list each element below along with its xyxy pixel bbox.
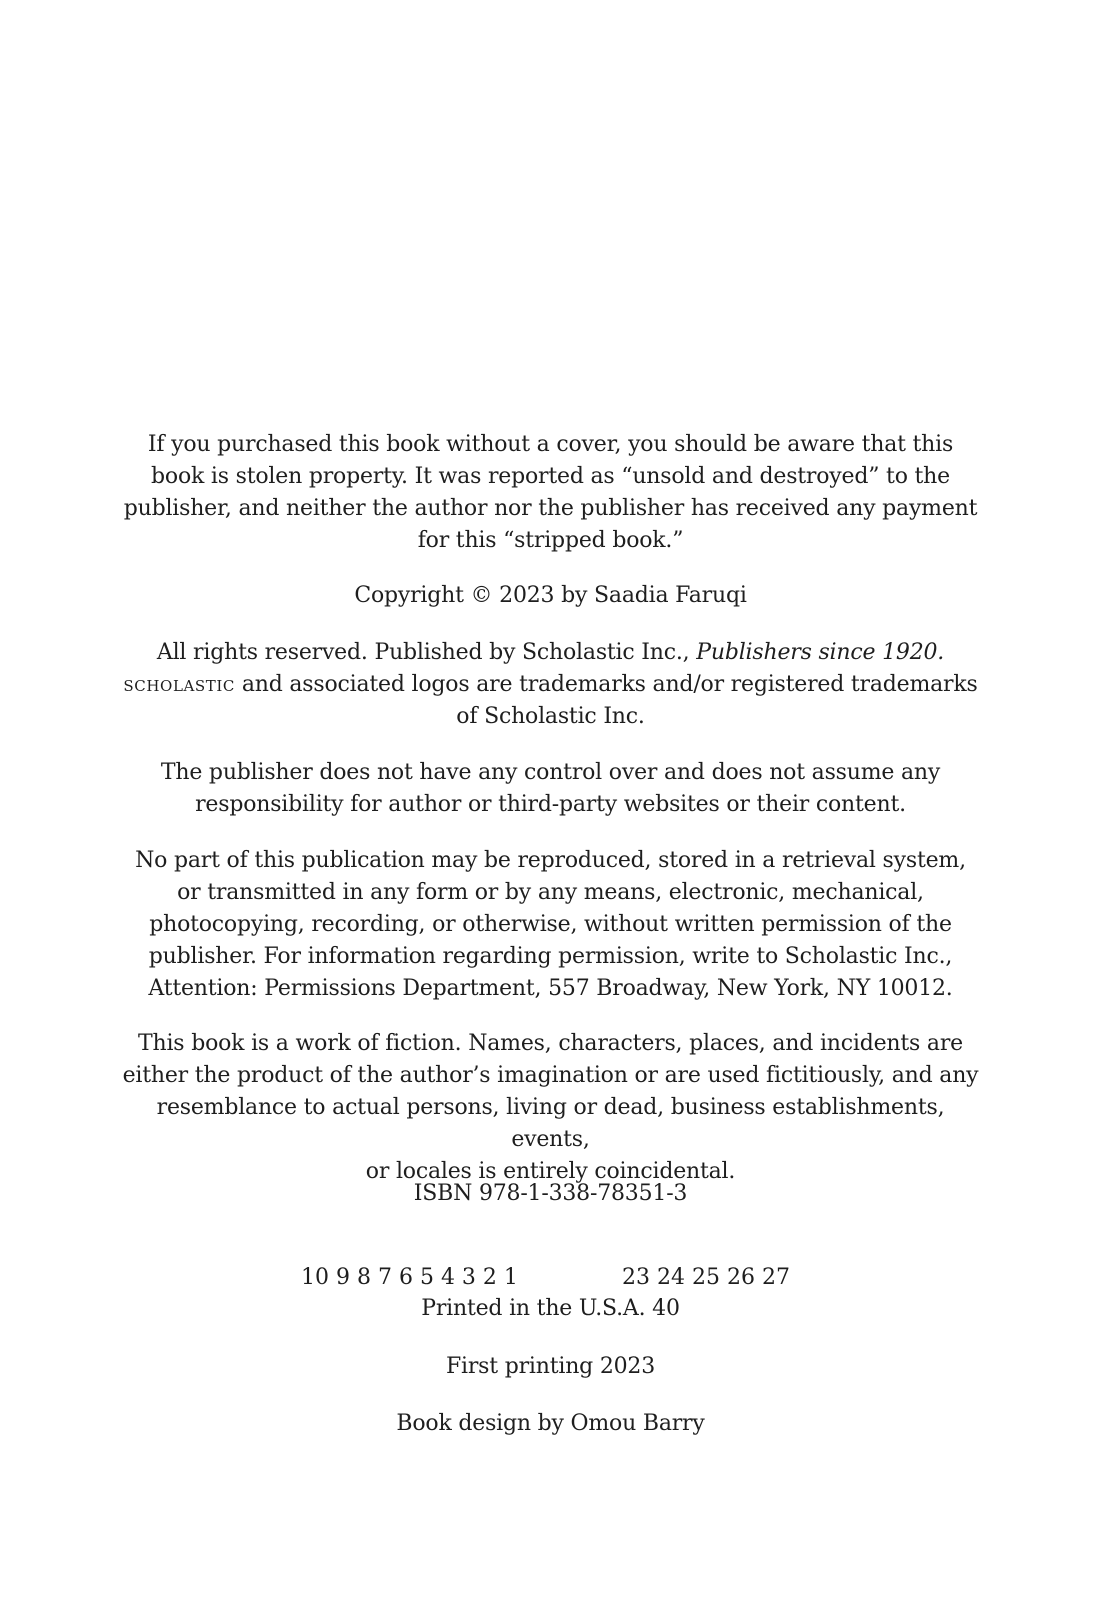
publishers-since-text: Publishers since 1920. [696,640,945,665]
stripped-book-notice [120,429,981,557]
rights-line-3: of Scholastic Inc. [456,704,645,729]
reproduction-notice-line: Attention: Permissions Department, 557 Broadway, New York, NY 10012. [148,976,953,1001]
websites-disclaimer-line: The publisher does not have any control over and does not assume any [160,760,941,785]
stripped-notice-line: for this “stripped book.” [417,528,684,553]
copyright-line-block [120,580,981,612]
rights-line-1 [120,637,981,669]
stripped-notice-line: book is stolen property. It was reported as “unsold and destroyed” to the [151,464,950,489]
reproduction-notice-line: or transmitted in any form or by any means, electronic, mechanical, [177,880,924,905]
printed-in-block [120,1293,981,1325]
year-number-line: 23 24 25 26 27 [622,1265,790,1290]
fiction-notice-line: either the product of the author’s imagination or are used fictitiously, and any [122,1063,979,1088]
rights-line-2 [120,669,981,701]
copyright-line: Copyright © 2023 by Saadia Faruqi [354,583,747,608]
reproduction-notice-line: publisher. For information regarding permission, write to Scholastic Inc., [148,944,953,969]
stripped-notice-line: If you purchased this book without a cover, you should be aware that this [147,432,954,457]
reproduction-notice-line: photocopying, recording, or otherwise, without written permission of the [149,912,952,937]
trademark-text: and associated logos are trademarks and/or registered trademarks [241,672,978,697]
isbn: ISBN 978-1-338-78351-3 [413,1181,688,1206]
fiction-notice-line: resemblance to actual persons, living or dead, business establishments, events, [156,1095,945,1152]
stripped-notice-line: publisher, and neither the author nor the publisher has received any payment [123,496,978,521]
reproduction-notice-line: No part of this publication may be reproduced, stored in a retrieval system, [135,848,966,873]
first-printing: First printing 2023 [445,1354,656,1379]
book-design-block [120,1408,981,1440]
first-printing-block [120,1351,981,1383]
reproduction-notice [120,845,981,1005]
scholastic-trademark: scholastic [123,672,236,697]
isbn-block [120,1178,981,1210]
websites-disclaimer-line: responsibility for author or third-party websites or their content. [195,792,906,817]
fiction-notice-line: This book is a work of fiction. Names, characters, places, and incidents are [138,1031,963,1056]
rights-text: All rights reserved. Published by Scholastic Inc., [156,640,690,665]
book-design-credit: Book design by Omou Barry [396,1411,705,1436]
printed-in: Printed in the U.S.A. 40 [421,1296,680,1321]
fiction-notice-line: or locales is entirely coincidental. [365,1159,736,1184]
printing-number-line: 10 9 8 7 6 5 4 3 2 1 [301,1265,518,1290]
fiction-notice [120,1028,981,1188]
print-line [0,1262,1101,1294]
websites-disclaimer [120,757,981,821]
rights-reserved-block [120,637,981,733]
